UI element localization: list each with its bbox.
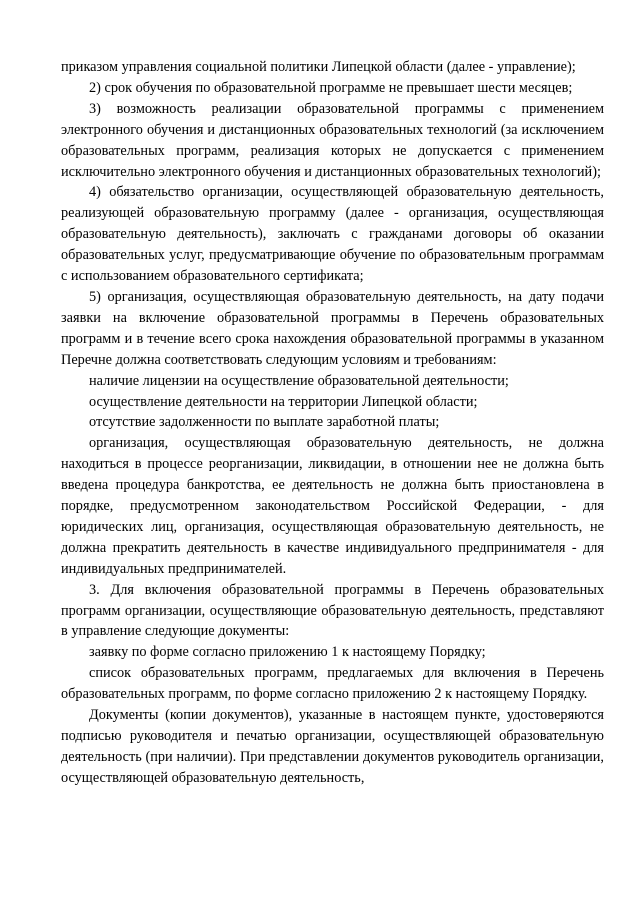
paragraph: Документы (копии документов), указанные в настоящем пункте, удостоверяются подписью руководителя и печатью организации, осуществляющей образовательную деятельность (при наличии). При представлении документов руководитель организации, осуществляющей образовательную деятельность,	[61, 707, 604, 786]
paragraph: 4) обязательство организации, осуществляющей образовательную деятельность, реализующей образовательную программу (далее - организация, осуществляющая образовательную деятельность), заключать с гражданами договоры об оказании образовательных услуг, предусматривающие обучение по образовательным программам с использованием образовательного сертификата;	[61, 184, 604, 285]
paragraph: приказом управления социальной политики Липецкой области (далее - управление);	[61, 59, 576, 75]
list-item: заявку по форме согласно приложению 1 к настоящему Порядку;	[89, 644, 486, 661]
paragraph: организация, осуществляющая образовательную деятельность, не должна находиться в процессе реорганизации, ликвидации, в отношении нее не должна быть введена процедура банкротства, ее деятельность не должна быть приостановлена в порядке, предусмотренном законодательством Российской Федерации, - для юридических лиц, организация, осуществляющая образовательную деятельность, не должна прекратить деятельность в качестве индивидуального предпринимателя - для индивидуальных предпринимателей.	[61, 435, 604, 577]
paragraph: 3. Для включения образовательной программы в Перечень образовательных программ организации, осуществляющие образовательную деятельность, представляют в управление следующие документы:	[61, 581, 604, 640]
list-item: отсутствие задолженности по выплате заработной платы;	[89, 414, 440, 431]
paragraph: 3) возможность реализации образовательной программы с применением электронного обучения и дистанционных образовательных технологий (за исключением образовательных программ, реализация которых не допускается с применением исключительно электронного обучения и дистанционных образовательных технологий);	[61, 100, 604, 180]
paragraph: 5) организация, осуществляющая образовательную деятельность, на дату подачи заявки на включение образовательной программы в Перечень образовательных программ и в течение всего срока нахождения образовательной программы в указанном Перечне должна соответствовать следующим условиям и требованиям:	[61, 288, 604, 368]
paragraph: 2) срок обучения по образовательной программе не превышает шести месяцев;	[89, 79, 573, 96]
list-item: список образовательных программ, предлагаемых для включения в Перечень образовательных программ, по форме согласно приложению 2 к настоящему Порядку.	[61, 665, 604, 703]
list-item: осуществление деятельности на территории Липецкой области;	[89, 393, 478, 410]
list-item: наличие лицензии на осуществление образовательной деятельности;	[89, 372, 509, 389]
